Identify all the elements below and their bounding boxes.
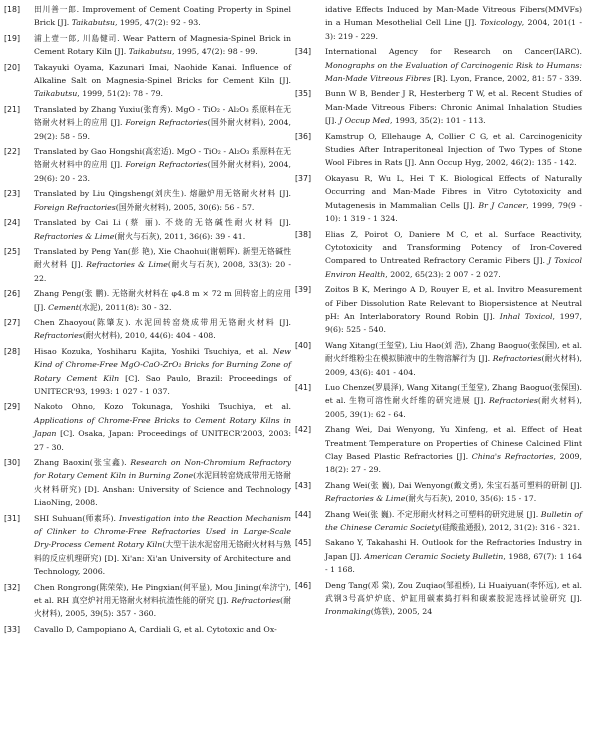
reference-entry [4, 287, 291, 314]
reference-details: [C]. Osaka, Japan: Proceedings of UNITECR'2003, 2003: 27 - 30. [34, 429, 291, 452]
reference-body: Zhang Wei, Dai Wenyong, Yu Xinfeng, et al. Effect of Heat Treatment Temperature on Properties of Chinese Calcined Flint Clay Based Plastic Refractories [J]. [325, 425, 582, 461]
reference-entry [4, 145, 291, 185]
reference-entry [4, 345, 291, 399]
reference-details: (硅酸盐通报), 2012, 31(2): 316 - 321. [439, 523, 580, 533]
reference-body: Chen Rongrong(陈荣荣), He Pingxian(何平显), Mou Jining(牟济宁), et al. RH 真空炉衬用无铬耐火材料抗渣性能的研究 [J]. [34, 582, 291, 606]
reference-number: [21] [4, 104, 21, 114]
reference-entry [4, 316, 291, 343]
reference-entry [4, 456, 291, 510]
reference-source-title: Cement [48, 302, 79, 312]
reference-details: (耐火材料), 2009, 43(6): 401 - 404. [325, 354, 582, 377]
reference-details: , 2002, 65(23): 2 007 - 2 027. [385, 269, 501, 279]
reference-entry [295, 579, 582, 619]
reference-details: , 1995, 47(2): 92 - 93. [114, 18, 201, 28]
reference-body: Cavallo D, Campopiano A, Cardiali G, et al. Cytotoxic and Ox- [34, 624, 277, 634]
reference-source-title: American Ceramic Society Bulletin [364, 551, 504, 561]
reference-details: (耐火与石灰), 2011, 36(6): 39 - 41. [114, 231, 246, 241]
reference-source-title: New Kind of Chrome-Free MgO-CaO-ZrO₂ Bricks for Burning Zone of Rotary Cement Kiln [34, 346, 291, 383]
reference-number: [26] [4, 289, 21, 299]
reference-body: Bunn W B, Bender J R, Hesterberg T W, et al. Recent Studies of Man-Made Vitreous Fibers: Chronic Animal Inhalation Studies [J]. [325, 89, 582, 126]
reference-number: [22] [4, 147, 21, 157]
reference-details: (国外耐火材料), 2004, 29(2): 58 - 59. [34, 118, 291, 141]
reference-body: 浦上壹一郎, 川島健司. Wear Pattern of Magnesia-Spinel Brick in Cement Rotary Kiln [J]. [34, 33, 291, 57]
reference-text [325, 339, 582, 379]
reference-source-title: Toxicology [479, 18, 522, 28]
reference-body: Translated by Peng Yan(彭 艳), Xie Chaohui(谢朝晖). 新型无铬碱性耐火材料 [J]. [34, 246, 291, 270]
reference-entry [295, 423, 582, 477]
reference-details: (水泥), 2011(8): 30 - 32. [78, 302, 172, 312]
reference-text [34, 512, 291, 579]
reference-entry [295, 87, 582, 127]
reference-entry [295, 172, 582, 226]
reference-number: [39] [295, 285, 312, 295]
reference-body: 田川善一郎. Improvement of Cement Coating Property in Spinel Brick [J]. [34, 5, 291, 28]
reference-text [34, 216, 291, 243]
reference-text [34, 3, 291, 30]
reference-number: [24] [4, 218, 21, 228]
reference-entry [4, 581, 291, 621]
reference-body: Translated by Gao Hongshi(高宏适). MgO - TiO₂ - Al₂O₃ 系原料在无铬耐火材料中的应用 [J]. [34, 147, 291, 170]
reference-number: [20] [4, 62, 21, 72]
reference-text [34, 61, 291, 101]
reference-text [34, 581, 291, 621]
reference-body: SHI Suhuan(师素环). [34, 513, 119, 523]
reference-number: [38] [295, 229, 312, 239]
reference-entry [4, 32, 291, 59]
reference-source-title: Foreign Refractories [34, 202, 116, 212]
reference-entry [4, 512, 291, 579]
reference-number: [40] [295, 340, 312, 350]
reference-number: [41] [295, 382, 312, 392]
reference-source-title: Ironmaking [325, 607, 371, 617]
reference-details: (大型干法水泥窑用无铬耐火材料与熟料的反应机理研究) [D]. Xi'an: Xi'an University of Architecture and Technology, 2006. [34, 540, 291, 577]
reference-details: , 1988, 67(7): 1 164 - 1 168. [325, 551, 582, 575]
reference-entry [4, 187, 291, 214]
reference-body: Wang Xitang(王玺堂), Liu Hao(刘 浩), Zhang Baoguo(张保国), et al. 耐火纤维粉尘在模拟肺液中的生物溶解行为 [J]. [325, 340, 582, 364]
reference-number: [28] [4, 346, 21, 356]
reference-number [295, 3, 325, 43]
reference-body: Chen Zhaoyou(陈肇友). 水泥回转窑烧成带用无铬耐火材料 [J]. [34, 317, 291, 327]
reference-entry [295, 45, 582, 85]
reference-body: Deng Tang(邓 棠), Zou Zuqiao(邹祖桥), Li Huaiyuan(李怀远), et al. 武钢3号高炉炉底、炉缸用碳素捣打料和碳素胶泥选择试验研究 [J]. [325, 580, 582, 604]
reference-number: [35] [295, 89, 312, 99]
reference-text [34, 103, 291, 143]
reference-number: [31] [4, 513, 21, 523]
reference-text [34, 287, 291, 314]
reference-number: [43] [295, 480, 312, 490]
reference-details: , 2004, 201(1 - 3): 219 - 229. [325, 18, 582, 41]
reference-entry [295, 228, 582, 282]
reference-body: Elias Z, Poirot O, Daniere M C, et al. Surface Reactivity, Cytotoxicity and Transforming Potency of Iron-Covered Compared to Untreated Refractory Ceramic Fibers [J]. [325, 229, 582, 266]
reference-number: [18] [4, 5, 21, 14]
reference-text [325, 579, 582, 619]
reference-columns [4, 3, 582, 638]
reference-details: , 2009, 18(2): 27 - 29. [325, 452, 582, 475]
reference-body: Sakano Y, Takahashi H. Outlook for the Refractories Industry in Japan [J]. [325, 538, 582, 561]
reference-entry [295, 283, 582, 337]
reference-body: International Agency for Research on Cancer(IARC). [325, 47, 582, 57]
reference-text [325, 45, 582, 85]
reference-details: (耐火材料), 2005, 39(1): 62 - 64. [325, 396, 582, 419]
reference-text [34, 623, 291, 636]
reference-number: [42] [295, 425, 312, 435]
reference-source-title: Investigation into the Reaction Mechanism of Clinker to Chrome-Free Refractories Used in Large-Scale Dry-Process Cement Rotary Kiln [34, 513, 291, 550]
reference-entry [4, 3, 291, 30]
reference-number: [29] [4, 402, 21, 412]
reference-column-right [295, 3, 582, 638]
reference-body: Nakoto Ohno, Kozo Tokunaga, Yoshiki Tsuchiya, et al. [34, 402, 291, 412]
reference-body: Translated by Zhang Yuxiu(张育秀). MgO - TiO₂ - Al₂O₃ 系原料在无铬耐火材料上的应用 [J]. [34, 104, 291, 128]
reference-number: [30] [4, 458, 21, 467]
reference-body: Hisao Kozuka, Yoshiharu Kajita, Yoshiki Tsuchiya, et al. [34, 346, 273, 356]
reference-source-title: Refractories & Lime [86, 260, 168, 270]
reference-body: Zhang Wei(张 巍). 不定形耐火材料之可塑料的研究进展 [J]. [325, 509, 541, 519]
reference-entry [4, 623, 291, 636]
reference-number: [36] [295, 131, 312, 141]
reference-body: Zhang Wei(张 巍), Dai Wenyong(戴文勇), 朱宝石基可塑料的研制 [J]. [325, 480, 582, 490]
reference-source-title: Applications of Chrome-Free Bricks to Cement Rotary Kilns in Japan [34, 415, 291, 439]
reference-source-title: J Occup Med [339, 116, 390, 126]
reference-entry [295, 479, 582, 506]
reference-details: (国外耐火材料), 2004, 29(6): 20 - 23. [34, 160, 291, 183]
reference-source-title: China's Refractories [471, 452, 554, 461]
reference-details: (耐火与石灰), 2008, 33(3): 20 - 22. [34, 260, 291, 283]
reference-number: [33] [4, 624, 21, 634]
reference-body: Luo Chenze(罗晨泽), Wang Xitang(王玺堂), Zhang Baoguo(张保国). et al. 生物可溶性耐火纤维的研究进展 [J]. [325, 382, 582, 406]
reference-entry [4, 103, 291, 143]
reference-body: Translated by Liu Qingsheng(刘庆生). 熔融炉用无铬耐火材料 [J]. [34, 189, 291, 199]
reference-source-title: Foreign Refractories [125, 118, 208, 128]
reference-source-title: Foreign Refractories [125, 160, 208, 170]
reference-entry [4, 61, 291, 101]
reference-details: , 1997, 9(6): 525 - 540. [325, 311, 583, 335]
reference-entry [295, 339, 582, 379]
reference-text [34, 456, 291, 510]
reference-number: [45] [295, 538, 312, 548]
reference-source-title: Refractories [492, 354, 542, 364]
reference-body: Zoitos B K, Meringo A D, Rouyer E, et al. Invitro Measurement of Fiber Dissolution Rate Relevant to Biopersistence at Neutral pH: An Interlaboratory Round Robin [J]. [325, 285, 582, 321]
reference-source-title: Taikabutsu [34, 89, 78, 99]
reference-text [34, 400, 291, 454]
reference-entry [295, 3, 582, 43]
reference-number: [32] [4, 582, 21, 592]
reference-details: [C]. Sao Paulo, Brazil: Proceedings of UNITECR'93, 1993: 1 027 - 1 037. [34, 373, 291, 396]
reference-entry [4, 216, 291, 243]
reference-text [325, 479, 582, 506]
reference-source-title: Br J Cancer [478, 200, 527, 210]
reference-source-title: Taikabutsu [71, 18, 115, 28]
reference-body: Zhang Baoxin(张宝鑫). [34, 458, 131, 467]
reference-number: [44] [295, 509, 312, 519]
reference-text [34, 32, 291, 59]
reference-details: [R]. Lyon, France, 2002, 81: 57 - 339. [430, 74, 582, 84]
reference-details: (耐火材料), 2005, 39(5): 357 - 360. [34, 596, 291, 619]
reference-number: [19] [4, 33, 21, 43]
reference-entry [295, 381, 582, 421]
reference-source-title: Research on Non-Chromium Refractory for Rotary Cement Kiln in Burning Zone [34, 458, 291, 481]
reference-body: Okayasu R, Wu L, Hei T K. Biological Effects of Naturally Occurring and Man-Made Fibres in Vitro Cytotoxicity and Mutagenesis in Mammalian Cells [J]. [325, 173, 582, 210]
reference-text [325, 3, 582, 43]
reference-number: [37] [295, 173, 312, 183]
reference-text [325, 283, 582, 337]
reference-source-title: Inhal Toxicol [499, 311, 553, 321]
reference-source-title: Refractories [231, 596, 281, 606]
reference-source-title: Bulletin of the Chinese Ceramic Society [325, 509, 582, 533]
reference-entry [295, 130, 582, 170]
reference-details: (炼铁), 2005, 24 [370, 607, 433, 617]
reference-text [325, 130, 582, 170]
reference-source-title: J Toxicol Environ Health [325, 256, 582, 279]
reference-entry [295, 536, 582, 576]
reference-details: , 1999, 79(9 - 10): 1 319 - 1 324. [325, 200, 582, 224]
reference-details: (水泥回转窑烧成带用无铬耐火材料研究) [D]. Anshan: University of Science and Technology LiaoNing, 2008. [34, 471, 292, 508]
reference-text [325, 423, 582, 477]
reference-source-title: Refractories [34, 331, 83, 341]
reference-number: [23] [4, 189, 21, 199]
reference-text [325, 228, 582, 282]
reference-details: (国外耐火材料), 2005, 30(6): 56 - 57. [115, 202, 255, 212]
reference-source-title: Taikabutsu [128, 47, 172, 57]
reference-text [34, 145, 291, 185]
reference-text [325, 172, 582, 226]
reference-text [34, 187, 291, 214]
reference-body: idative Effects Induced by Man-Made Vitreous Fibers(MMVFs) in a Human Mesothelial Cell Line [J]. [325, 5, 582, 28]
reference-body: Takayuki Oyama, Kazunari Imai, Naohide Kanai. Influence of Alkaline Salt on Magnesia-Spinel Bricks for Cement Kiln [J]. [34, 62, 291, 86]
reference-details: , 1995, 47(2): 98 - 99. [171, 47, 258, 57]
reference-entry [295, 508, 582, 535]
reference-details: , 1999, 51(2): 78 - 79. [77, 89, 164, 99]
reference-details: (耐火材料), 2010, 44(6): 404 - 408. [82, 331, 216, 341]
reference-text [325, 508, 582, 535]
reference-number: [25] [4, 246, 21, 256]
reference-source-title: Monographs on the Evaluation of Carcinogenic Risk to Humans: Man-Made Vitreous Fibres [325, 60, 582, 84]
reference-text [34, 316, 291, 343]
reference-details: (耐火与石灰), 2010, 35(6): 15 - 17. [405, 494, 537, 504]
reference-details: , 1993, 35(2): 101 - 113. [389, 116, 486, 126]
reference-source-title: Refractories & Lime [325, 494, 406, 504]
reference-body: Kamstrup O, Ellehauge A, Collier C G, et al. Carcinogenicity Studies After Intraperitoneal Injection of Two Types of Stone Wool Fibres in Rats [J]. Ann Occup Hyg, 2002, 46(2): 135 - 142. [325, 131, 582, 168]
reference-entry [4, 245, 291, 285]
reference-source-title: Refractories [489, 396, 538, 406]
reference-body: Zhang Peng(张 鹏). 无铬耐火材料在 φ4.8 m × 72 m 回转窑上的应用 [J]. [34, 289, 291, 312]
reference-column-left [4, 3, 291, 638]
reference-number: [34] [295, 47, 312, 57]
reference-text [34, 245, 291, 285]
reference-text [325, 381, 582, 421]
reference-entry [4, 400, 291, 454]
reference-body: Translated by Cai Li (蔡 丽). 不烧的无铬碱性耐火材料 [J]. [34, 218, 291, 228]
reference-number: [27] [4, 317, 21, 327]
reference-text [325, 87, 582, 127]
reference-source-title: Refractories & Lime [34, 231, 115, 241]
reference-number: [46] [295, 580, 312, 590]
reference-text [34, 345, 291, 399]
reference-text [325, 536, 582, 576]
